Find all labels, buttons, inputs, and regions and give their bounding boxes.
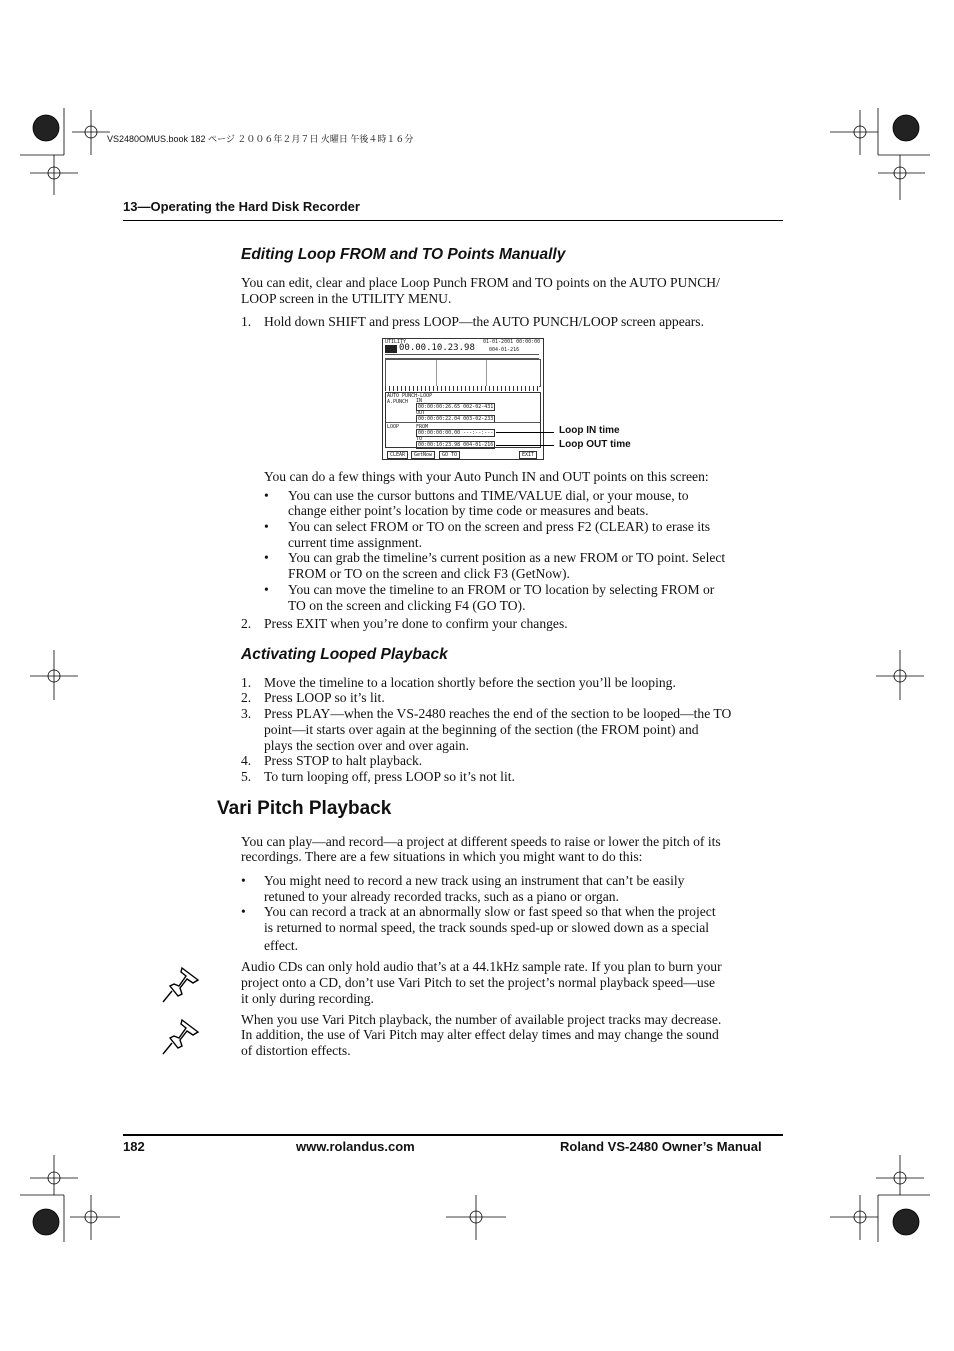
paragraph-line: You can play—and record—a project at different speeds to raise or lower the pitch of its [241, 834, 721, 849]
note-text: of distortion effects. [241, 1043, 351, 1058]
bullet-icon: • [241, 873, 246, 888]
step-number: 1. [241, 675, 252, 690]
bullet-text: is returned to normal speed, the track sounds sped-up or slowed down as a special [264, 920, 710, 935]
note-text: it only during recording. [241, 991, 374, 1006]
bullet-text: change either point’s location by time code or measures and beats. [288, 503, 649, 518]
step-number: 2. [241, 616, 252, 631]
bullet-icon: • [264, 550, 269, 565]
step-text: Press STOP to halt playback. [264, 753, 423, 768]
bullet-text: You might need to record a new track using an instrument that can’t be easily [264, 873, 685, 888]
bullet-icon: • [264, 488, 269, 503]
lead-text: You can do a few things with your Auto Punch IN and OUT points on this screen: [264, 469, 709, 484]
screen-f4-goto: GO TO [439, 451, 460, 459]
bullet-text: You can move the timeline to an FROM or TO location by selecting FROM or [288, 582, 715, 597]
step-text: point—it starts over again at the beginning of the section (the FROM point) and [264, 722, 699, 737]
screen-to-value: 00:00:10:23.98 004-01-216 [418, 442, 494, 448]
section-heading-editing-loop: Editing Loop FROM and TO Points Manually [241, 246, 566, 263]
auto-punch-loop-screenshot [382, 338, 544, 460]
screen-track-area [385, 359, 541, 387]
screen-to-label: TO [416, 436, 423, 442]
screen-out-value: 00:00:00:22.04 003-02-233 [418, 416, 494, 422]
step-text: Move the timeline to a location shortly before the section you’ll be looping. [264, 675, 676, 690]
note-text: When you use Vari Pitch playback, the number of available project tracks may decrease. [241, 1012, 722, 1027]
section-heading-vari-pitch: Vari Pitch Playback [217, 798, 392, 819]
step-number: 4. [241, 753, 252, 768]
bullet-text: effect. [264, 938, 299, 953]
section-heading-looped-playback: Activating Looped Playback [241, 646, 448, 663]
footer-url: www.rolandus.com [296, 1139, 415, 1154]
step-text: plays the section over and over again. [264, 738, 469, 753]
screen-exit-key: EXIT [519, 451, 537, 459]
screen-date: 01-01-2001 00:00:00 [483, 339, 541, 345]
screen-from-label: FROM [416, 424, 429, 430]
footer-manual-title: Roland VS-2480 Owner’s Manual [560, 1139, 762, 1154]
screen-out-label: OUT [416, 410, 426, 416]
running-header: 13—Operating the Hard Disk Recorder [123, 199, 360, 214]
bullet-icon: • [241, 904, 246, 919]
note-text: In addition, the use of Vari Pitch may alter effect delay times and may change the sound [241, 1027, 719, 1042]
step-number: 1. [241, 314, 252, 329]
bullet-icon: • [264, 519, 269, 534]
screen-time-main: 00.00.10.23.98 [399, 343, 475, 353]
step-number: 5. [241, 769, 252, 784]
screen-f3-getnow: GetNow [411, 451, 435, 459]
callout-line-in [496, 432, 554, 433]
step-number: 2. [241, 690, 252, 705]
bullet-text: You can grab the timeline’s current position as a new FROM or TO point. Select [288, 550, 726, 565]
note-text: Audio CDs can only hold audio that’s at a 44.1kHz sample rate. If you plan to burn your [241, 959, 722, 974]
callout-loop-in: Loop IN time [559, 425, 620, 436]
note-text: project onto a CD, don’t use Vari Pitch to set the project’s normal playback speed—use [241, 975, 716, 990]
step-text: Press LOOP so it’s lit. [264, 690, 385, 705]
step-number: 3. [241, 706, 252, 721]
bullet-text: You can select FROM or TO on the screen and press F2 (CLEAR) to erase its [288, 519, 711, 534]
bullet-text: You can use the cursor buttons and TIME/VALUE dial, or your mouse, to [288, 488, 689, 503]
screen-mode-icon [385, 345, 397, 353]
screen-meter-strip [385, 386, 539, 391]
screen-from-value: 00:00:00:00.00 ---:--:--- [418, 430, 494, 436]
bullet-text: retuned to your already recorded tracks, such as a piano or organ. [264, 889, 619, 904]
screen-loop-label: LOOP [387, 424, 400, 430]
bullet-text: current time assignment. [288, 535, 423, 550]
step-text: Press EXIT when you’re done to confirm your changes. [264, 616, 568, 631]
step-text: Press PLAY—when the VS-2480 reaches the end of the section to be looped—the TO [264, 706, 732, 721]
bullet-text: TO on the screen and clicking F4 (GO TO). [288, 598, 526, 613]
footer-rule [123, 1134, 783, 1136]
bullet-text: You can record a track at an abnormally slow or fast speed so that when the project [264, 904, 716, 919]
step-text: To turn looping off, press LOOP so it’s not lit. [264, 769, 515, 784]
bullet-text: FROM or TO on the screen and click F3 (GetNow). [288, 566, 570, 581]
screen-in-value: 00:00:00:26.65 002-02-431 [418, 404, 494, 410]
screen-in-label: IN [416, 398, 423, 404]
callout-line-out [496, 445, 554, 446]
printer-line: VS2480OMUS.book 182 ページ ２００６年２月７日 火曜日 午後４時１６分 [107, 134, 414, 144]
paragraph-line: You can edit, clear and place Loop Punch FROM and TO points on the AUTO PUNCH/ [241, 275, 720, 290]
bullet-icon: • [264, 582, 269, 597]
page-number: 182 [123, 1139, 145, 1154]
screen-f2-clear: CLEAR [387, 451, 408, 459]
pushpin-note-icon [160, 1016, 202, 1058]
paragraph-line: recordings. There are a few situations in which you might want to do this: [241, 849, 643, 864]
screen-time-sub: 004-01-216 [489, 347, 520, 353]
screen-title: AUTO PUNCH-LOOP [387, 393, 433, 399]
callout-loop-out: Loop OUT time [559, 439, 631, 450]
header-rule [123, 220, 783, 221]
screen-utility-label: UTILITY [385, 339, 407, 345]
pushpin-note-icon [160, 964, 202, 1006]
screen-apunch-label: A.PUNCH [387, 399, 409, 405]
screen-auto-punch-panel [385, 392, 541, 448]
paragraph-line: LOOP screen in the UTILITY MENU. [241, 291, 452, 306]
step-text: Hold down SHIFT and press LOOP—the AUTO PUNCH/LOOP screen appears. [264, 314, 704, 329]
